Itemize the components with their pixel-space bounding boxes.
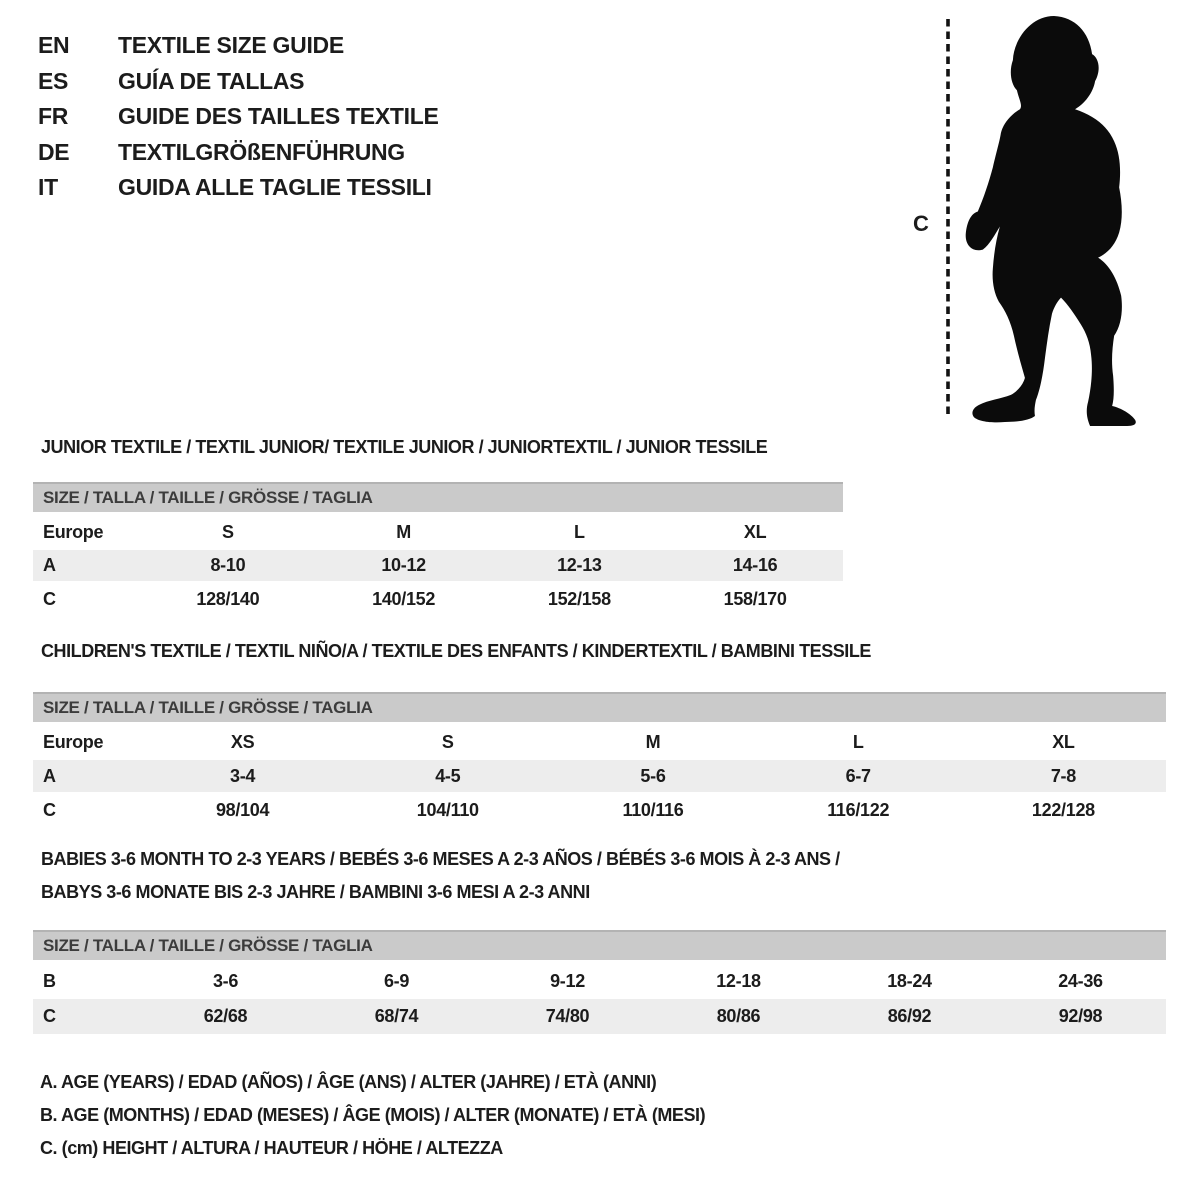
language-title: GUIDA ALLE TAGLIE TESSILI [118,174,432,201]
size-value: 14-16 [732,555,778,575]
size-table [33,930,1166,1034]
size-value: XS [230,732,255,752]
section-title: BABYS 3-6 MONATE BIS 2-3 JAHRE / BAMBINI 3-6 MESI A 2-3 ANNI [41,882,590,902]
language-title-list [38,28,439,206]
size-value: 10-12 [381,555,426,575]
size-value: M [396,522,411,542]
size-value: 24-36 [1058,970,1103,991]
size-value: 4-5 [435,765,461,786]
section-title: BABIES 3-6 MONTH TO 2-3 YEARS / BEBÉS 3-6 MESES A 2-3 AÑOS / BÉBÉS 3-6 MOIS À 2-3 ANS / [41,849,840,869]
size-value: S [441,732,454,752]
table-row [33,725,1166,760]
size-value: 18-24 [887,970,932,991]
height-measure-figure [900,0,1170,440]
row-label: B [43,970,56,991]
language-title: GUÍA DE TALLAS [118,67,305,94]
size-value: 9-12 [550,970,585,991]
legend-line: C. (cm) HEIGHT / ALTURA / HAUTEUR / HÖHE / ALTEZZA [40,1138,503,1158]
size-value: L [574,522,585,542]
measure-c-label: C [913,211,929,236]
size-value: 7-8 [1050,765,1076,786]
row-label: Europe [43,522,104,542]
row-label: A [43,765,56,786]
size-value: 62/68 [203,1006,248,1026]
size-value: 6-9 [383,970,410,991]
size-value: 3-6 [212,970,239,991]
size-value: 122/128 [1031,799,1095,820]
size-value: XL [1052,732,1075,752]
size-value: 86/92 [887,1006,932,1026]
table-row [33,515,843,550]
section-title: CHILDREN'S TEXTILE / TEXTIL NIÑO/A / TEXTILE DES ENFANTS / KINDERTEXTIL / BAMBINI TESSILE [41,641,871,661]
language-row [38,99,439,135]
language-code: DE [38,138,70,165]
size-value: 3-4 [230,765,256,786]
row-label: A [43,555,56,575]
row-label: C [43,799,56,820]
row-label: C [43,588,56,609]
language-title: GUIDE DES TAILLES TEXTILE [118,103,439,130]
table-row [33,760,1166,792]
size-value: 12-13 [557,555,602,575]
size-value: 68/74 [374,1006,419,1026]
table-row [33,792,1166,828]
table-row [33,550,843,581]
language-row [38,64,439,100]
size-value: 12-18 [716,970,761,991]
legend-footnotes [40,1066,705,1165]
size-value: 92/98 [1058,1006,1103,1026]
language-code: IT [38,174,58,201]
table-row [33,963,1166,999]
size-value: XL [743,522,767,542]
size-value: 152/158 [547,588,611,609]
size-value: M [645,732,661,752]
size-header-band: SIZE / TALLA / TAILLE / GRÖSSE / TAGLIA [33,692,1166,722]
size-table [33,482,843,617]
language-row [38,170,439,206]
size-value: 158/170 [723,588,787,609]
dashed-height-line [944,17,952,419]
size-value: L [852,732,864,752]
language-row [38,28,439,64]
size-value: 104/110 [416,799,479,820]
size-value: 5-6 [640,765,666,786]
language-row [38,135,439,171]
size-value: 110/116 [622,799,684,820]
row-label: C [43,1006,56,1026]
section-title: JUNIOR TEXTILE / TEXTIL JUNIOR/ TEXTILE JUNIOR / JUNIORTEXTIL / JUNIOR TESSILE [41,437,768,457]
language-code: EN [38,32,70,59]
language-title: TEXTILE SIZE GUIDE [118,32,344,59]
size-value: 80/86 [716,1006,761,1026]
size-header-band: SIZE / TALLA / TAILLE / GRÖSSE / TAGLIA [33,930,1166,960]
row-label: Europe [43,732,104,752]
size-value: 98/104 [215,799,270,820]
table-row [33,581,843,617]
language-title: TEXTILGRÖßENFÜHRUNG [118,138,405,165]
size-value: 140/152 [372,588,436,609]
size-value: 74/80 [545,1006,590,1026]
language-code: FR [38,103,69,130]
size-header-band: SIZE / TALLA / TAILLE / GRÖSSE / TAGLIA [33,482,843,512]
toddler-silhouette-icon [956,12,1158,428]
language-code: ES [38,67,69,94]
size-value: 116/122 [827,799,890,820]
legend-line: A. AGE (YEARS) / EDAD (AÑOS) / ÂGE (ANS) / ALTER (JAHRE) / ETÀ (ANNI) [40,1072,657,1092]
size-value: 6-7 [845,765,871,786]
legend-line: B. AGE (MONTHS) / EDAD (MESES) / ÂGE (MOIS) / ALTER (MONATE) / ETÀ (MESI) [40,1105,706,1125]
table-row [33,999,1166,1034]
size-value: 128/140 [196,588,260,609]
size-value: 8-10 [210,555,246,575]
size-table [33,692,1166,828]
size-value: S [222,522,234,542]
